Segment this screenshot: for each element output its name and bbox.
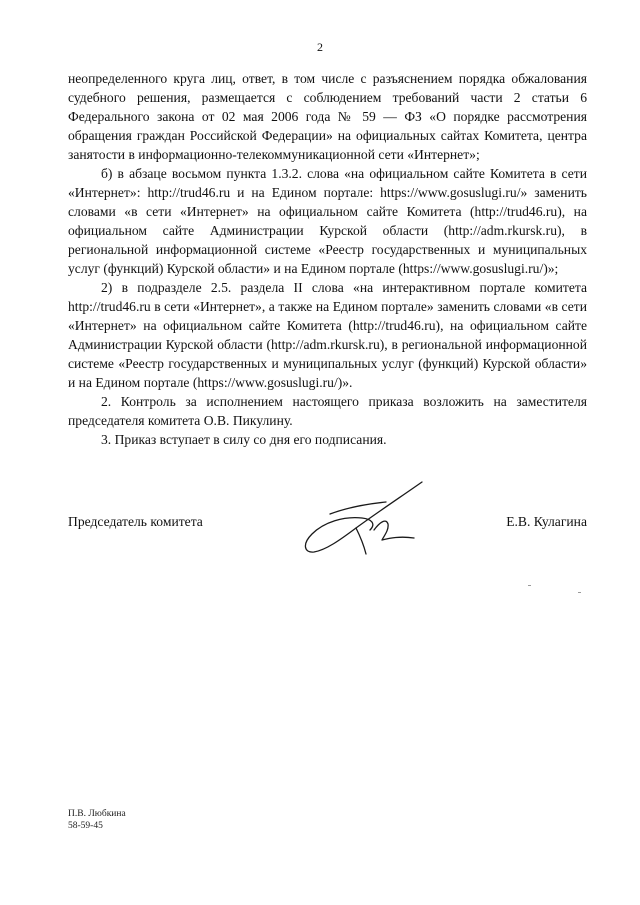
- scan-artifact: [528, 585, 531, 586]
- executor-name: П.В. Любкина: [68, 809, 126, 819]
- executor-phone: 58-59-45: [68, 821, 103, 831]
- signatory-position: Председатель комитета: [68, 514, 203, 529]
- paragraph-subpoint-b: б) в абзаце восьмом пункта 1.3.2. слова «на официальном сайте Комитета в сети «Интернет»: http://trud46.ru и на Едином портале: https://www.gosuslugi.ru/» заменить словами «в сети «Интернет» на официальном сайте Комитета (http://trud46.ru), на официальном сайте Администрации Курской области (http://adm.rkursk.ru), в региональной информационной системе «Реестр государственных и муниципальных услуг (функций) Курской области» и на Едином портале (https://www.gosuslugi.ru/)»;: [68, 166, 587, 276]
- signatory-name: Е.В. Кулагина: [506, 514, 587, 529]
- signature-block: [68, 508, 587, 578]
- scan-artifact: [578, 592, 581, 593]
- paragraph-continuation: неопределенного круга лиц, ответ, в том числе с разъяснением порядка обжалования судебного решения, размещается с соблюдением требований части 2 статьи 6 Федерального закона от 02 мая 2006 года № 59 — ФЗ «О порядке рассмотрения обращения граждан Российской Федерации» на официальных сайтах Комитета, центра занятости в информационно-телекоммуникационной сети «Интернет»;: [68, 71, 587, 162]
- paragraph-effective-date: 3. Приказ вступает в силу со дня его подписания.: [101, 432, 387, 447]
- handwritten-signature: [290, 478, 440, 563]
- document-body: [68, 69, 587, 449]
- paragraph-control: 2. Контроль за исполнением настоящего приказа возложить на заместителя председателя комитета О.В. Пикулину.: [68, 394, 587, 428]
- executor-info: [68, 808, 126, 832]
- paragraph-point-2-section: 2) в подразделе 2.5. раздела II слова «на интерактивном портале комитета http://trud46.ru в сети «Интернет», а также на Едином портале» заменить словами «в сети «Интернет» на официальном сайте Комитета (http://trud46.ru), на официальном сайте Администрации Курской области (http://adm.rkursk.ru), в региональной информационной системе «Реестр государственных и муниципальных услуг (функций) Курской области» и на Едином портале (https://www.gosuslugi.ru/)».: [68, 280, 587, 390]
- page-number: 2: [317, 40, 323, 54]
